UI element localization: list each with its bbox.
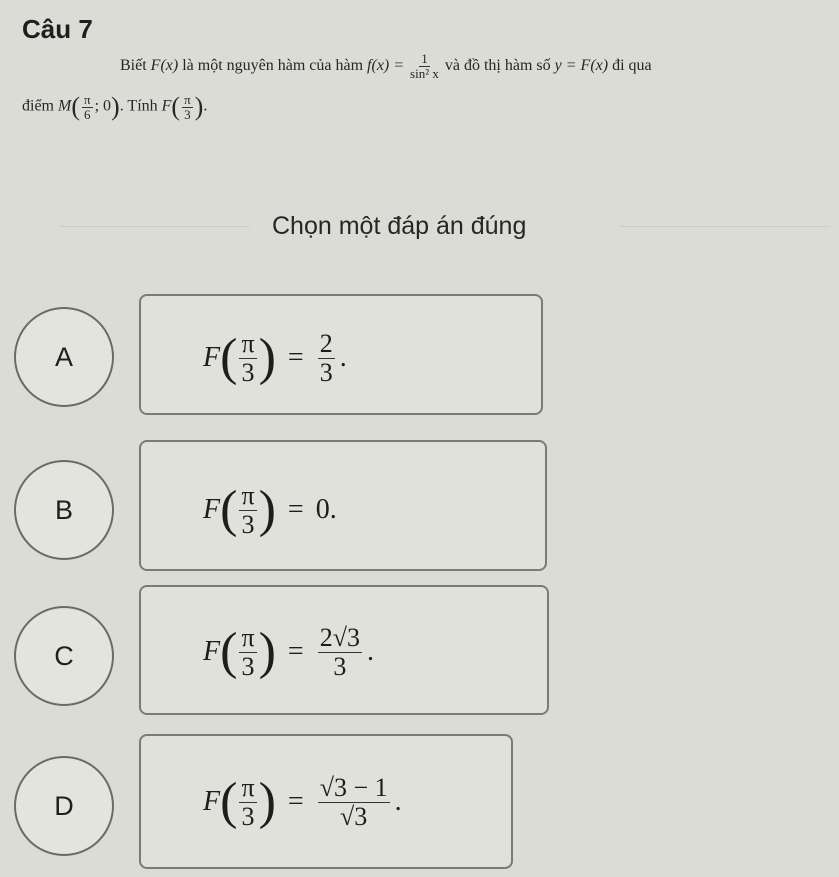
- option-c-expression: F ( $\frac{\pi}{3}$ ) = $\frac{2√3}{3}$ .: [203, 623, 374, 681]
- stem-math-M: M: [58, 97, 72, 115]
- divider-right: [620, 226, 830, 227]
- stem-text: là một nguyên hàm của hàm: [182, 56, 364, 74]
- option-c-letter[interactable]: C: [14, 606, 114, 706]
- stem-text: điểm: [22, 97, 54, 115]
- stem-math-F: F: [161, 97, 172, 115]
- stem-fraction: $\frac{1}{\text{sin² x}}$: [410, 51, 439, 81]
- option-b-expression: F ( $\frac{\pi}{3}$ ) = 0.: [203, 481, 337, 539]
- stem-text: Biết: [120, 56, 147, 74]
- question-stem-line-1: [120, 52, 652, 80]
- option-b-letter[interactable]: B: [14, 460, 114, 560]
- option-a-letter[interactable]: A: [14, 307, 114, 407]
- option-a-expression: F ( $\frac{\pi}{3}$ ) = $\frac{2}{3}$ .: [203, 329, 347, 387]
- option-b-box[interactable]: [139, 440, 547, 571]
- stem-math-f: f(x) =: [367, 56, 405, 74]
- stem-text: đi qua: [612, 56, 652, 74]
- instruction-heading: Chọn một đáp án đúng: [272, 212, 527, 240]
- option-d-expression: F ( $\frac{\pi}{3}$ ) = $\frac{√3 - 1}{√3}$ .: [203, 773, 402, 831]
- stem-fraction: $\frac{\pi}{3}$: [184, 91, 191, 122]
- stem-fraction: $\frac{\pi}{6}$: [84, 91, 91, 122]
- stem-math-F: F(x): [150, 56, 179, 74]
- question-stem-line-2: điểm M( $\frac{\pi}{6}$ ; 0). Tính F( $\frac{\pi}{3}$ ).: [22, 91, 208, 122]
- option-d-letter[interactable]: D: [14, 756, 114, 856]
- question-title: Câu 7: [22, 14, 93, 44]
- divider-left: [60, 226, 250, 227]
- stem-text: và đồ thị hàm số: [444, 56, 551, 74]
- stem-text: . Tính: [119, 97, 158, 115]
- stem-math-y: y = F(x): [554, 56, 609, 74]
